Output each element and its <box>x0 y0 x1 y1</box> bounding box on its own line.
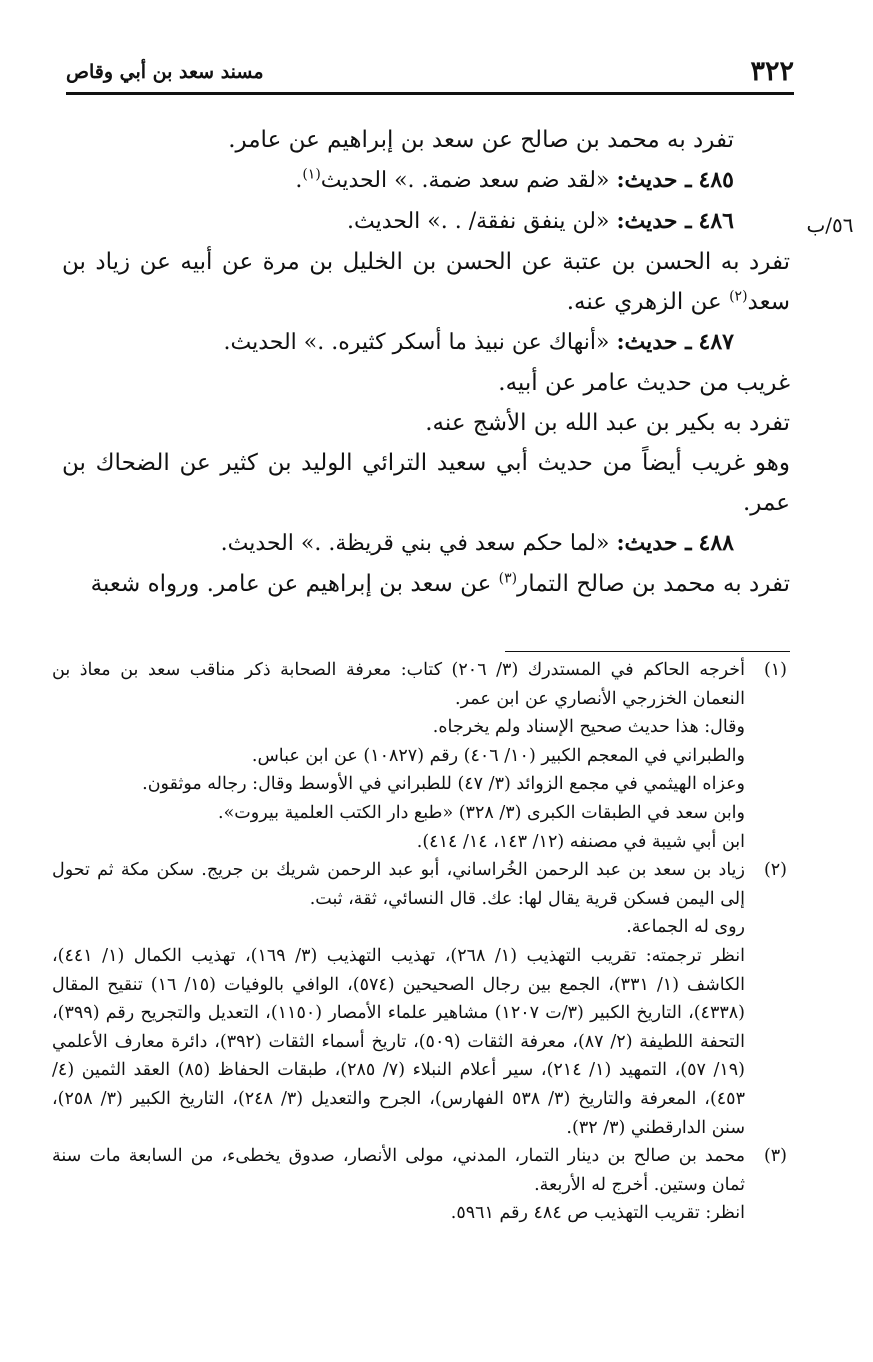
hadith-485: ٤٨٥ ـ حديث: «لقد ضم سعد ضمة. .» الحديث$^{(١)}$. <box>295 166 734 193</box>
hadith-486: ٤٨٦ ـ حديث: «لن ينفق نفقة/ . .» الحديث. <box>347 208 734 234</box>
footnote-2 <box>52 856 787 1142</box>
hadith-488: ٤٨٨ ـ حديث: «لما حكم سعد في بني قريظة. .» الحديث. <box>220 530 734 556</box>
hadith-end: . <box>295 168 303 193</box>
footnote-ref: (١) <box>302 166 321 183</box>
paragraph: غريب من حديث عامر عن أبيه. <box>498 370 790 396</box>
paragraph: تفرد به الحسن بن عتبة عن الحسن بن الخليل بن مرة عن أبيه عن زياد بن سعد$^{(٢)}$ عن الزهري عنه. <box>62 249 790 315</box>
hadith-number: ٤٨٨ <box>698 530 734 556</box>
footnote-ref: (٢) <box>729 288 748 305</box>
footnote-divider <box>505 651 790 652</box>
hadith-text: «لما حكم سعد في بني قريظة. .» الحديث. <box>220 531 610 556</box>
footnote-3 <box>52 1142 787 1228</box>
hadith-keyword: حديث: <box>616 530 678 556</box>
running-title: مسند سعد بن أبي وقاص <box>66 61 264 83</box>
paragraph: تفرد به محمد بن صالح عن سعد بن إبراهيم عن عامر. <box>228 127 734 153</box>
main-text <box>62 120 790 604</box>
hadith-number: ٤٨٥ <box>698 167 734 193</box>
manuscript-folio-note: ٥٦/ب <box>806 213 854 237</box>
footnote-line: محمد بن صالح بن دينار التمار، المدني، مولى الأنصار، صدوق يخطىء، من السابعة مات سنة ثمان وستين. أخرج له الأربعة. <box>52 1146 745 1195</box>
footnote-marker: (٢) <box>763 860 787 881</box>
hadith-keyword: حديث: <box>616 167 678 193</box>
hadith-number: ٤٨٦ <box>698 208 734 234</box>
footnote-line: ابن أبي شيبة في مصنفه (١٢/ ١٤٣، ١٤/ ٤١٤). <box>416 831 745 852</box>
hadith-text: «أنهاك عن نبيذ ما أسكر كثيره. .» الحديث. <box>223 330 610 355</box>
footnote-line: انظر: تقريب التهذيب ص ٤٨٤ رقم ٥٩٦١. <box>450 1203 745 1224</box>
footnote-marker: (٣) <box>763 1146 787 1167</box>
hadith-487: ٤٨٧ ـ حديث: «أنهاك عن نبيذ ما أسكر كثيره. .» الحديث. <box>223 329 734 355</box>
footnote-ref: (٣) <box>498 570 518 587</box>
footnote-1 <box>52 656 787 856</box>
page-header <box>66 52 794 95</box>
paragraph: وهو غريب أيضاً من حديث أبي سعيد الترائي الوليد بن كثير عن الضحاك بن عمر. <box>62 450 790 516</box>
footnote-line: والطبراني في المعجم الكبير (١٠/ ٤٠٦) رقم (١٠٨٢٧) عن ابن عباس. <box>251 745 745 766</box>
footnote-line: انظر ترجمته: تقريب التهذيب (١/ ٢٦٨)، تهذيب التهذيب (٣/ ١٦٩)، تهذيب الكمال (١/ ٤٤١)، الكاشف (١/ ٣٣١)، الجمع بين رجال الصحيحين (٥٧٤)، الوافي بالوفيات (١٥/ ١٦) تنقيح المقال (٤٣٣٨)، التاريخ الكبير (٣/ت ١٢٠٧) مشاهير علماء الأمصار (١١٥٠)، التعديل والتجريح رقم (٣٩٩)، التحفة اللطيفة (٢/ ٨٧)، معرفة الثقات (٥٠٩)، تاريخ أسماء الثقات (٣٩٢)، دائرة معارف الأعلمي (١٩/ ٥٧)، التمهيد (١/ ٢١٤)، سير أعلام النبلاء (٧/ ٢٨٥)، طبقات الحفاظ (٨٥) العقد الثمين (٤/ ٤٥٣)، المعرفة والتاريخ (٣/ ٥٣٨ الفهارس)، الجرح والتعديل (٣/ ٢٤٨)، التاريخ الكبير (٣/ ٢٥٨)، سنن الدارقطني (٣/ ٣٢). <box>52 945 745 1138</box>
footnote-line: روى له الجماعة. <box>626 917 745 938</box>
footnote-line: وعزاه الهيثمي في مجمع الزوائد (٣/ ٤٧) للطبراني في الأوسط وقال: رجاله موثقون. <box>142 774 745 795</box>
page-number: ٣٢٢ <box>750 56 794 87</box>
paragraph: تفرد به محمد بن صالح التمار$^{(٣)}$ عن سعد بن إبراهيم عن عامر. ورواه شعبة <box>90 570 790 597</box>
hadith-keyword: حديث: <box>616 208 678 234</box>
footnote-line: أخرجه الحاكم في المستدرك (٣/ ٢٠٦) كتاب: معرفة الصحابة ذكر مناقب سعد بن معاذ بن النعمان الخزرجي الأنصاري عن ابن عمر. <box>52 660 745 709</box>
hadith-keyword: حديث: <box>616 329 678 355</box>
paragraph: تفرد به بكير بن عبد الله بن الأشج عنه. <box>425 410 790 436</box>
hadith-text: «لقد ضم سعد ضمة. .» الحديث <box>320 168 610 193</box>
footnote-marker: (١) <box>763 660 787 680</box>
footnotes <box>52 656 787 1228</box>
footnote-line: زياد بن سعد بن عبد الرحمن الخُراساني، أبو عبد الرحمن شريك بن جريج. سكن مكة ثم تحول إلى اليمن فسكن قرية يقال لها: عك. قال النسائي، ثقة، ثبت. <box>52 860 745 909</box>
hadith-text: «لن ينفق نفقة/ . .» الحديث. <box>347 209 610 234</box>
footnote-line: وابن سعد في الطبقات الكبرى (٣/ ٣٢٨) «طبع دار الكتب العلمية بيروت». <box>218 802 745 823</box>
hadith-number: ٤٨٧ <box>698 329 734 355</box>
footnote-line: وقال: هذا حديث صحيح الإسناد ولم يخرجاه. <box>432 717 745 738</box>
